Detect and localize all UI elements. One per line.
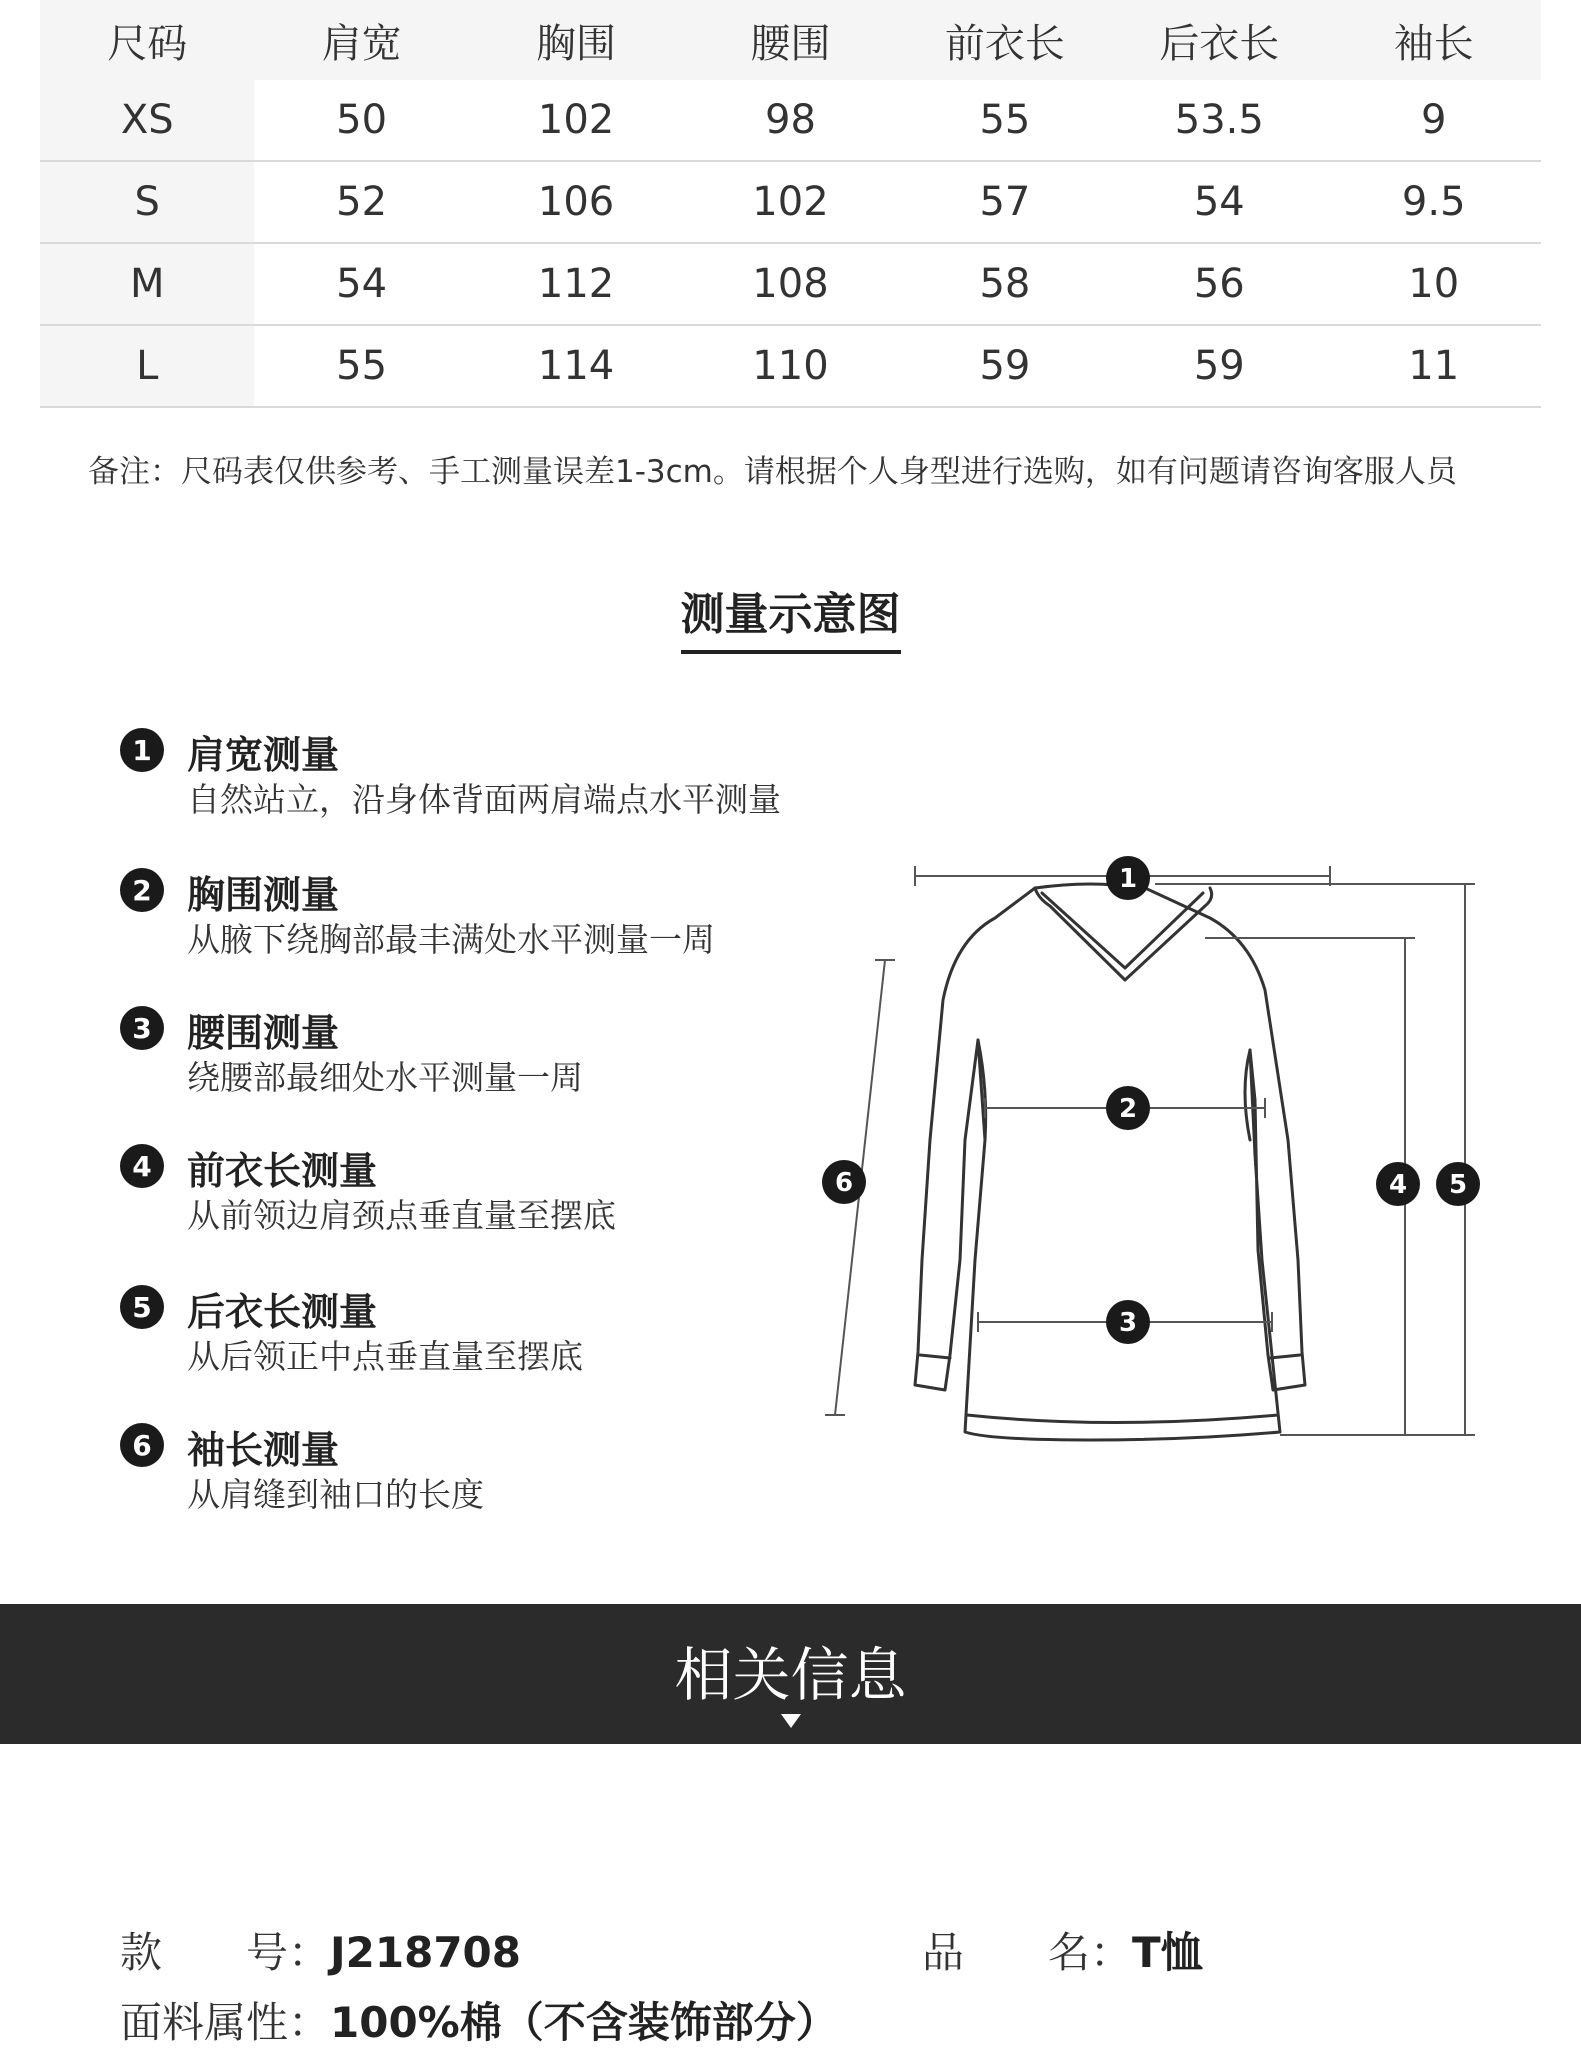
header-cell: 肩宽 xyxy=(321,20,402,67)
table-cell: 53.5 xyxy=(1174,97,1264,143)
header-cell: 前衣长 xyxy=(944,20,1065,67)
size-cell: M xyxy=(40,244,254,324)
table-cell: 11 xyxy=(1408,343,1460,389)
style-value: J218708 xyxy=(330,1928,521,1977)
table-cell: 102 xyxy=(537,97,615,143)
step-title: 袖长测量 xyxy=(187,1428,340,1472)
step-title: 胸围测量 xyxy=(187,873,340,917)
cuff-line xyxy=(920,1355,950,1358)
product-name xyxy=(922,1920,1203,1980)
marker-label: 4 xyxy=(1388,1170,1408,1200)
table-cell: 55 xyxy=(336,343,388,389)
header-cell: 尺码 xyxy=(40,0,254,80)
table-row xyxy=(40,244,1541,326)
table-cell: 98 xyxy=(765,97,816,143)
step-desc: 绕腰部最细处水平测量一周 xyxy=(187,1058,583,1097)
step-title: 后衣长测量 xyxy=(187,1290,378,1334)
table-row xyxy=(40,326,1541,408)
table-cell: 114 xyxy=(537,343,615,389)
step-desc: 自然站立，沿身体背面两肩端点水平测量 xyxy=(187,780,781,819)
style-number xyxy=(120,1920,521,1980)
table-cell: 9 xyxy=(1421,97,1447,143)
table-cell: 102 xyxy=(752,179,829,225)
step-desc: 从腋下绕胸部最丰满处水平测量一周 xyxy=(187,920,715,959)
fabric-label: 面料属性： xyxy=(120,1998,331,2047)
header-cell: 后衣长 xyxy=(1159,20,1280,67)
size-table xyxy=(40,0,1541,408)
name-value: T恤 xyxy=(1132,1928,1203,1977)
step-title: 腰围测量 xyxy=(187,1011,340,1055)
size-cell: XS xyxy=(40,80,254,160)
table-cell: 110 xyxy=(752,343,829,389)
table-row xyxy=(40,80,1541,162)
table-row xyxy=(40,162,1541,244)
step-number-badge: 2 xyxy=(120,868,164,912)
step-desc: 从前领边肩颈点垂直量至摆底 xyxy=(187,1196,616,1235)
table-cell: 57 xyxy=(979,179,1031,225)
step-title: 肩宽测量 xyxy=(187,733,340,777)
table-cell: 54 xyxy=(1193,179,1245,225)
marker-label: 3 xyxy=(1118,1308,1138,1338)
table-cell: 106 xyxy=(537,179,615,225)
table-cell: 10 xyxy=(1408,261,1460,307)
size-note: 备注：尺码表仅供参考、手工测量误差1-3cm。请根据个人身型进行选购，如有问题请咨询客服人员 xyxy=(88,454,1457,490)
triangle-down-icon xyxy=(781,1714,801,1728)
table-cell: 50 xyxy=(336,97,388,143)
step-number-badge: 3 xyxy=(120,1006,164,1050)
table-cell: 55 xyxy=(979,97,1031,143)
table-header xyxy=(40,0,1541,80)
table-cell: 52 xyxy=(336,179,388,225)
garment-outline xyxy=(915,884,1305,1440)
table-cell: 58 xyxy=(979,261,1031,307)
header-cell: 腰围 xyxy=(750,20,831,67)
name-label: 品 名： xyxy=(922,1928,1133,1977)
step-number-badge: 1 xyxy=(120,728,164,772)
table-cell: 9.5 xyxy=(1401,179,1466,225)
size-cell: L xyxy=(40,326,254,406)
hem-line xyxy=(967,1415,1278,1423)
diagram-title-wrap xyxy=(0,578,1581,654)
banner-title: 相关信息 xyxy=(674,1641,907,1709)
step-title: 前衣长测量 xyxy=(187,1149,378,1193)
step-number-badge: 4 xyxy=(120,1144,164,1188)
fabric-info xyxy=(120,1990,838,2050)
table-cell: 108 xyxy=(752,261,829,307)
marker-label: 2 xyxy=(1118,1094,1138,1124)
step-desc: 从肩缝到袖口的长度 xyxy=(187,1475,484,1514)
table-cell: 59 xyxy=(1193,343,1245,389)
step-number-badge: 5 xyxy=(120,1285,164,1329)
table-cell: 112 xyxy=(537,261,615,307)
header-cell: 胸围 xyxy=(536,20,617,67)
info-banner xyxy=(0,1604,1581,1744)
garment-diagram xyxy=(810,840,1510,1450)
diagram-title: 测量示意图 xyxy=(681,578,901,654)
cuff-line xyxy=(1270,1355,1300,1358)
marker-label: 6 xyxy=(834,1168,854,1198)
table-cell: 56 xyxy=(1193,261,1245,307)
step-number-badge: 6 xyxy=(120,1423,164,1467)
size-cell: S xyxy=(40,162,254,242)
table-cell: 59 xyxy=(979,343,1031,389)
fabric-value: 100%棉（不含装饰部分） xyxy=(330,1998,838,2047)
step-desc: 从后领正中点垂直量至摆底 xyxy=(187,1337,583,1376)
style-label: 款 号： xyxy=(120,1928,331,1977)
marker-label: 5 xyxy=(1448,1170,1468,1200)
header-cell: 袖长 xyxy=(1393,20,1474,67)
table-cell: 54 xyxy=(336,261,388,307)
marker-label: 1 xyxy=(1118,864,1138,894)
